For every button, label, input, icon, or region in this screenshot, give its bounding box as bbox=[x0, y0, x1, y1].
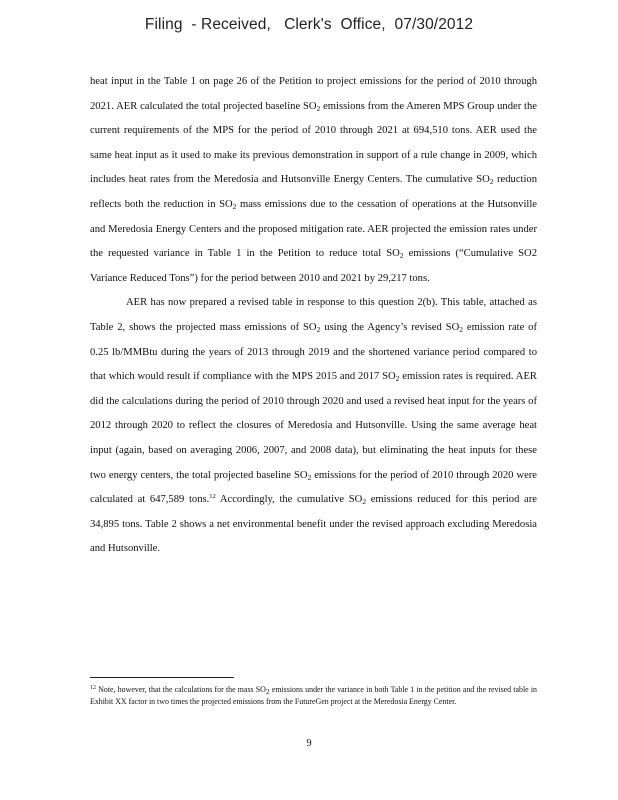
p1-text-c: reduction reflects both the reduction in SO bbox=[90, 174, 537, 210]
footnote-separator bbox=[90, 677, 234, 678]
p1-text-a: heat input in the Table 1 on page 26 of the Petition to project emissions for the period of 2010 through 2021. AER calculated the total projected baseline SO bbox=[90, 76, 537, 112]
p2-text-e: emissions for the period of 2010 through 2020 were calculated at 647,589 tons. bbox=[90, 469, 537, 506]
p1-subscript-2: 2 bbox=[489, 177, 494, 187]
p2-subscript-1: 2 bbox=[316, 324, 321, 334]
p2-text-b: using the Agency’s revised SO bbox=[320, 321, 460, 333]
p1-subscript-1: 2 bbox=[316, 103, 321, 113]
p2-text-f: Accordingly, the cumulative SO bbox=[215, 494, 363, 506]
p2-text-d: emission rates is required. AER did the calculations during the period of 2010 through 2020 and used a revised heat input for the years of 2012 through 2020 to reflect the closures of Meredosia and Hutsonville. Using the same average heat input (again, based on averaging 2006, 2007, and 2008 data), but eliminating the heat inputs for these two energy centers, the total projected baseline SO bbox=[90, 371, 537, 481]
p1-text-b: emissions from the Ameren MPS Group under the current requirements of the MPS for the period of 2010 through 2021 at 694,510 tons. AER used the same heat input as it used to make its previous demonstration in support of a rule change in 2009, which includes heat rates from the Meredosia and Hutsonville Energy Centers. The cumulative SO bbox=[90, 100, 537, 186]
p1-text-d: mass emissions due to the cessation of operations at the Hutsonville and Meredosia Energy Centers and the proposed mitigation rate. AER projected the emission rates under the requested variance in Table 1 in the Petition to reduce total SO bbox=[90, 198, 537, 260]
p2-subscript-2: 2 bbox=[459, 324, 463, 334]
p2-text-c: emission rate of 0.25 lb/MMBtu during the years of 2013 through 2019 and the shortened variance period compared to that which would result if compliance with the MPS 2015 and 2017 SO bbox=[90, 321, 538, 383]
document-body bbox=[90, 70, 537, 562]
filing-header: Filing - Received, Clerk's Office, 07/30/2012 bbox=[144, 16, 474, 33]
paragraph-2 bbox=[90, 291, 537, 562]
p1-subscript-3: 2 bbox=[232, 201, 237, 211]
p2-text-g: emissions reduced for this period are 34,895 tons. Table 2 shows a net environmental benefit under the revised approach excluding Meredosia and Hutsonville. bbox=[90, 494, 537, 555]
page-number: 9 bbox=[306, 738, 312, 749]
p1-text-e: emissions (“Cumulative SO2 Variance Reduced Tons”) for the period between 2010 and 2021 by 29,217 tons. bbox=[90, 248, 537, 284]
p2-subscript-5: 2 bbox=[362, 497, 367, 507]
footnote bbox=[90, 684, 537, 708]
footnote-text-a: Note, however, that the calculations for the mass SO bbox=[96, 685, 266, 694]
footnote-text-b: emissions under the variance in both Table 1 in the petition and the revised table in Exhibit XX factor in two times the projected emissions from the FutureGen project at the Meredosia Energy Center. bbox=[90, 685, 537, 706]
footnote-subscript-1: 2 bbox=[265, 687, 270, 696]
footnote-mark: 12 bbox=[90, 685, 96, 691]
p2-text-a: AER has now prepared a revised table in response to this question 2(b). This table, attached as Table 2, shows the projected mass emissions of SO bbox=[90, 297, 537, 333]
p1-subscript-4: 2 bbox=[399, 251, 404, 261]
footnote-reference: 12 bbox=[209, 493, 216, 501]
p2-subscript-3: 2 bbox=[395, 374, 400, 384]
p2-subscript-4: 2 bbox=[307, 472, 312, 482]
paragraph-1 bbox=[90, 70, 537, 291]
